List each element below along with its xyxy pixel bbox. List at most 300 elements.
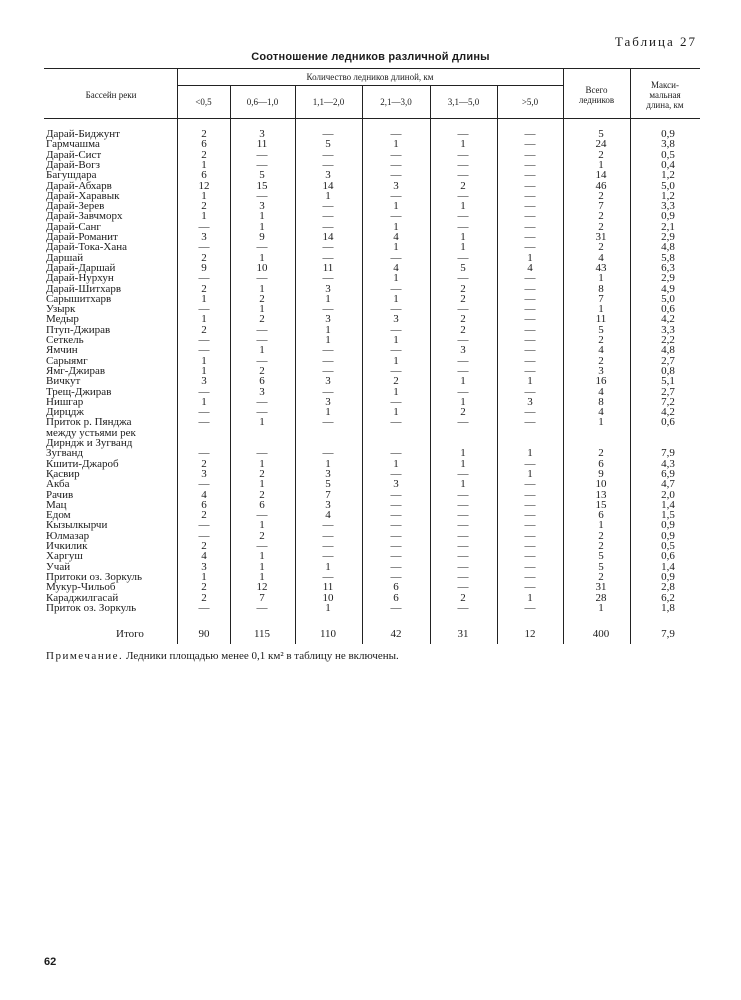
table-top-rule (44, 68, 700, 69)
count-cell: 3 (325, 395, 331, 408)
basin-name: Дирндж и Зугванд (46, 437, 133, 449)
count-cell: 12 (198, 179, 210, 192)
count-cell: — (457, 560, 469, 573)
max-length-cell: 3,8 (661, 138, 675, 151)
count-cell: — (322, 241, 334, 254)
total-cell: 2 (598, 210, 604, 223)
page-number: 62 (44, 956, 57, 968)
count-cell: — (390, 169, 402, 182)
totals-label: Итого (116, 628, 144, 640)
count-cell: 2 (460, 323, 466, 336)
table-row (0, 150, 741, 160)
count-cell: 1 (393, 241, 399, 254)
count-cell: 7 (259, 591, 265, 604)
total-cell: 11 (595, 313, 607, 326)
count-cell: 1 (201, 292, 207, 305)
total-cell: 16 (595, 375, 607, 388)
count-cell: — (322, 158, 334, 171)
count-cell: — (322, 570, 334, 583)
count-cell: — (457, 540, 469, 552)
total-cell: 7 (598, 292, 604, 305)
totals-cell: 115 (253, 628, 271, 640)
count-cell: 2 (259, 529, 265, 542)
basin-name: Вичкут (46, 375, 81, 388)
basin-name: Кшити-Джароб (46, 457, 119, 470)
total-cell: 5 (598, 128, 604, 140)
count-cell: 1 (325, 189, 331, 202)
basin-name: Даршай (46, 251, 84, 264)
header-max-line: длина, км (646, 100, 684, 110)
table-row (0, 139, 741, 149)
count-cell: — (524, 220, 536, 233)
total-cell: 6 (598, 509, 604, 522)
count-cell: 3 (325, 375, 331, 388)
max-length-cell: 2,8 (661, 581, 675, 594)
count-cell: — (524, 488, 536, 501)
count-cell: — (524, 344, 536, 357)
count-cell: 11 (256, 138, 268, 151)
count-cell: — (322, 148, 334, 161)
max-length-cell: 2,0 (661, 488, 675, 501)
count-cell: 3 (201, 231, 207, 243)
count-cell: — (198, 601, 210, 614)
count-cell: 2 (201, 148, 207, 161)
count-cell: 4 (325, 509, 331, 522)
count-cell: 1 (460, 447, 466, 460)
basin-name: Учай (46, 560, 71, 573)
basin-name: Дарай-Даршай (46, 261, 116, 274)
count-cell: 2 (259, 313, 265, 326)
count-cell: — (322, 540, 334, 552)
total-cell: 4 (598, 385, 604, 398)
count-cell: — (524, 200, 536, 213)
count-cell: 1 (259, 344, 265, 357)
header-range: 0,6—1,0 (246, 97, 279, 107)
max-length-cell: 0,9 (661, 570, 675, 583)
count-cell: 3 (325, 282, 331, 295)
count-cell: — (198, 303, 210, 316)
total-cell: 2 (598, 334, 604, 346)
basin-name: Сеткель (46, 334, 84, 346)
count-cell: 1 (460, 395, 466, 408)
table-row (0, 582, 741, 592)
totals-max: 7,9 (661, 628, 675, 640)
max-length-cell: 0,6 (661, 416, 675, 429)
count-cell: 1 (393, 200, 399, 213)
table-row (0, 304, 741, 314)
total-cell: 3 (598, 364, 604, 377)
count-cell: 1 (259, 303, 265, 316)
count-cell: 1 (259, 478, 265, 491)
count-cell: — (457, 189, 469, 202)
count-cell: 1 (325, 334, 331, 346)
count-cell: — (457, 581, 469, 594)
count-cell: — (457, 128, 469, 140)
total-cell: 15 (595, 498, 607, 511)
count-cell: — (390, 395, 402, 408)
basin-name: Харгуш (46, 550, 83, 563)
header-range: >5,0 (521, 97, 539, 107)
total-cell: 14 (595, 169, 607, 182)
count-cell: 4 (527, 261, 533, 274)
count-cell: 2 (259, 467, 265, 480)
count-cell: 6 (393, 581, 399, 594)
count-cell: 1 (460, 138, 466, 151)
count-cell: — (322, 251, 334, 264)
count-cell: 4 (201, 488, 207, 501)
count-cell: — (457, 519, 469, 532)
count-cell: — (524, 519, 536, 532)
count-cell: 10 (322, 591, 334, 604)
count-cell: 9 (259, 231, 265, 243)
count-cell: 15 (256, 179, 268, 192)
table-row (0, 376, 741, 386)
count-cell: — (198, 272, 210, 285)
total-cell: 2 (598, 220, 604, 233)
basin-name: Дарай-Санг (46, 220, 101, 233)
table-row (0, 294, 741, 304)
basin-name: Приток р. Пянджа (46, 416, 132, 429)
basin-name: Багушдара (46, 169, 97, 182)
basin-name: Дарай-Биджунт (46, 128, 120, 140)
basin-name: Гармчашма (46, 138, 100, 151)
count-cell: 2 (201, 581, 207, 594)
table-title: Соотношение ледников различной длины (251, 51, 490, 63)
table-row (0, 479, 741, 489)
count-cell: — (457, 303, 469, 316)
note-text: Ледники площадью менее 0,1 км² в таблицу не включены. (123, 650, 399, 662)
count-cell: 2 (259, 364, 265, 377)
table-row (0, 366, 741, 376)
total-cell: 2 (598, 570, 604, 583)
totals-cell: 90 (198, 628, 210, 640)
count-cell: — (198, 416, 210, 429)
count-cell: — (524, 478, 536, 491)
count-cell: 2 (201, 200, 207, 213)
basin-name: Дарай-Тока-Хана (46, 241, 128, 254)
count-cell: — (457, 251, 469, 264)
count-cell: — (256, 447, 268, 460)
count-cell: 1 (325, 457, 331, 470)
count-cell: — (256, 189, 268, 202)
count-cell: 1 (259, 560, 265, 573)
table-row (0, 603, 741, 613)
max-length-cell: 6,3 (661, 261, 675, 274)
count-cell: — (524, 364, 536, 377)
count-cell: — (457, 529, 469, 542)
totals-row (0, 629, 741, 640)
count-cell: 1 (393, 406, 399, 419)
max-length-cell: 6,9 (661, 467, 675, 480)
count-cell: 3 (393, 478, 399, 491)
total-cell: 8 (598, 395, 604, 408)
count-cell: — (390, 560, 402, 573)
count-cell: — (322, 447, 334, 460)
subheader-rule (177, 85, 563, 86)
table-row (0, 510, 741, 520)
count-cell: — (322, 385, 334, 398)
count-cell: 6 (201, 138, 207, 151)
count-cell: 3 (259, 385, 265, 398)
table-row (0, 541, 741, 551)
count-cell: — (524, 601, 536, 614)
count-cell: — (524, 529, 536, 542)
count-cell: 1 (201, 570, 207, 583)
count-cell: 1 (259, 550, 265, 563)
basin-name: Караджилгасай (46, 591, 119, 604)
max-length-cell: 4,2 (661, 313, 675, 326)
count-cell: 5 (460, 261, 466, 274)
count-cell: — (524, 179, 536, 192)
header-total-line: Всего (585, 85, 608, 95)
table-row (0, 520, 741, 530)
count-cell: — (524, 570, 536, 583)
count-cell: 3 (393, 179, 399, 192)
count-cell: — (524, 128, 536, 140)
count-cell: — (322, 210, 334, 223)
header-range: <0,5 (195, 97, 212, 107)
total-cell: 4 (598, 344, 604, 357)
total-cell: 31 (595, 231, 607, 243)
header-max-length (630, 80, 700, 110)
table-row (0, 325, 741, 335)
max-length-cell: 1,8 (661, 601, 675, 614)
basin-name: Птуп-Джирав (46, 323, 111, 336)
basin-name: Рачив (46, 488, 74, 501)
count-cell: — (390, 364, 402, 377)
count-cell: 4 (393, 261, 399, 274)
max-length-cell: 3,3 (661, 323, 675, 336)
count-cell: 1 (527, 251, 533, 264)
count-cell: — (390, 128, 402, 140)
count-cell: 6 (259, 498, 265, 511)
count-cell: 1 (259, 220, 265, 233)
count-cell: 1 (527, 591, 533, 604)
count-cell: — (322, 519, 334, 532)
count-cell: 1 (201, 354, 207, 367)
count-cell: — (524, 385, 536, 398)
max-length-cell: 5,1 (661, 375, 675, 388)
count-cell: — (457, 272, 469, 285)
count-cell: 2 (201, 540, 207, 552)
max-length-cell: 0,9 (661, 519, 675, 532)
count-cell: 3 (325, 498, 331, 511)
count-cell: — (457, 550, 469, 563)
count-cell: 2 (201, 457, 207, 470)
count-cell: 3 (259, 200, 265, 213)
count-cell: — (390, 416, 402, 429)
count-cell: 2 (201, 323, 207, 336)
max-length-cell: 7,2 (661, 395, 675, 408)
count-cell: 5 (325, 478, 331, 491)
total-cell: 10 (595, 478, 607, 491)
max-length-cell: 4,8 (661, 241, 675, 254)
max-length-cell: 2,7 (661, 385, 675, 398)
count-cell: 3 (325, 313, 331, 326)
max-length-cell: 4,3 (661, 457, 675, 470)
count-cell: 1 (393, 138, 399, 151)
count-cell: — (256, 395, 268, 408)
table-row (0, 500, 741, 510)
count-cell: — (322, 364, 334, 377)
table-row (0, 345, 741, 355)
count-cell: 2 (201, 282, 207, 295)
count-cell: — (256, 148, 268, 161)
max-length-cell: 1,2 (661, 169, 675, 182)
count-cell: 11 (322, 581, 334, 594)
max-length-cell: 0,6 (661, 550, 675, 563)
basin-name: Трещ-Джирав (46, 385, 112, 398)
count-cell: 9 (201, 261, 207, 274)
max-length-cell: 0,5 (661, 540, 675, 552)
count-cell: 3 (201, 467, 207, 480)
table-row (0, 356, 741, 366)
max-length-cell: 5,0 (661, 179, 675, 192)
count-cell: — (256, 406, 268, 419)
basin-name: Сарышитхарв (46, 292, 112, 305)
count-cell: — (322, 550, 334, 563)
count-cell: — (457, 169, 469, 182)
count-cell: 1 (259, 282, 265, 295)
count-cell: — (524, 138, 536, 151)
max-length-cell: 0,8 (661, 364, 675, 377)
basin-name: Ямг-Джирав (46, 364, 106, 377)
count-cell: — (457, 570, 469, 583)
count-cell: — (524, 313, 536, 326)
count-cell: — (457, 210, 469, 223)
table-row (0, 469, 741, 479)
count-cell: — (457, 220, 469, 233)
max-length-cell: 0,9 (661, 128, 675, 140)
basin-name: Мукур-Чильоб (46, 581, 116, 594)
count-cell: 6 (201, 169, 207, 182)
count-cell: — (256, 158, 268, 171)
basin-name: Дарай-Шитхарв (46, 282, 122, 295)
count-cell: 1 (259, 570, 265, 583)
count-cell: 4 (393, 231, 399, 243)
table-row (0, 490, 741, 500)
count-cell: — (322, 272, 334, 285)
count-cell: — (198, 519, 210, 532)
count-cell: 11 (322, 261, 334, 274)
count-cell: — (390, 148, 402, 161)
totals-cell: 12 (524, 628, 536, 640)
count-cell: 1 (393, 220, 399, 233)
count-cell: — (457, 509, 469, 522)
max-length-cell: 2,7 (661, 354, 675, 367)
count-cell: — (457, 601, 469, 614)
count-cell: 1 (201, 395, 207, 408)
header-total-line: ледников (578, 95, 615, 105)
count-cell: 2 (460, 313, 466, 326)
count-cell: 3 (393, 313, 399, 326)
header-total (563, 85, 630, 105)
count-cell: 14 (322, 179, 334, 192)
max-length-cell: 5,8 (661, 251, 675, 264)
basin-name: Дирцдж (46, 406, 84, 419)
count-cell: — (524, 540, 536, 552)
table-row (0, 242, 741, 252)
count-cell: — (524, 498, 536, 511)
count-cell: — (322, 200, 334, 213)
count-cell: 3 (460, 344, 466, 357)
count-cell: — (457, 488, 469, 501)
count-cell: — (390, 251, 402, 264)
count-cell: — (457, 385, 469, 398)
header-bottom-rule (44, 118, 700, 119)
table-row (0, 191, 741, 201)
count-cell: 2 (393, 375, 399, 388)
table-row (0, 211, 741, 221)
count-cell: 1 (259, 457, 265, 470)
count-cell: — (390, 519, 402, 532)
count-cell: 5 (259, 169, 265, 182)
count-cell: 1 (460, 241, 466, 254)
count-cell: — (256, 323, 268, 336)
count-cell: — (524, 303, 536, 316)
table-row (0, 160, 741, 170)
header-range: 1,1—2,0 (312, 97, 345, 107)
total-cell: 24 (595, 138, 607, 151)
count-cell: — (322, 344, 334, 357)
count-cell: — (322, 220, 334, 233)
count-cell: — (524, 158, 536, 171)
count-cell: 7 (325, 488, 331, 501)
total-cell: 4 (598, 251, 604, 264)
total-cell: 2 (598, 189, 604, 202)
table-row (0, 284, 741, 294)
count-cell: 6 (393, 591, 399, 604)
count-cell: — (390, 323, 402, 336)
count-cell: — (524, 354, 536, 367)
count-cell: — (198, 385, 210, 398)
count-cell: 1 (325, 560, 331, 573)
count-cell: — (322, 303, 334, 316)
total-cell: 2 (598, 540, 604, 552)
table-row (0, 170, 741, 180)
total-cell: 46 (595, 179, 607, 192)
basin-name: Дарай-Нурхун (46, 272, 114, 285)
count-cell: 2 (460, 591, 466, 604)
max-length-cell: 0,5 (661, 148, 675, 161)
basin-name: Кызылкырчи (46, 519, 108, 532)
max-length-cell: 4,8 (661, 344, 675, 357)
count-cell: — (198, 447, 210, 460)
max-length-cell: 4,7 (661, 478, 675, 491)
header-count-group: Количество ледников длиной, км (306, 72, 434, 82)
basin-name: Медыр (46, 313, 79, 326)
total-cell: 2 (598, 354, 604, 367)
basin-name: Юлмазар (46, 529, 90, 542)
total-cell: 2 (598, 148, 604, 161)
count-cell: — (524, 323, 536, 336)
table-row (0, 551, 741, 561)
count-cell: — (524, 169, 536, 182)
table-row (0, 531, 741, 541)
count-cell: — (198, 478, 210, 491)
count-cell: — (322, 416, 334, 429)
basin-name: Акба (46, 478, 70, 491)
basin-name: Едом (46, 509, 71, 522)
basin-name: Дарай-Романит (46, 231, 118, 243)
basin-name: Қасвир (46, 467, 80, 480)
total-cell: 7 (598, 200, 604, 213)
count-cell: 2 (259, 488, 265, 501)
count-cell: — (198, 344, 210, 357)
count-cell: 1 (259, 251, 265, 264)
basin-name: Приток оз. Зоркуль (46, 601, 137, 614)
table-note (46, 650, 399, 662)
